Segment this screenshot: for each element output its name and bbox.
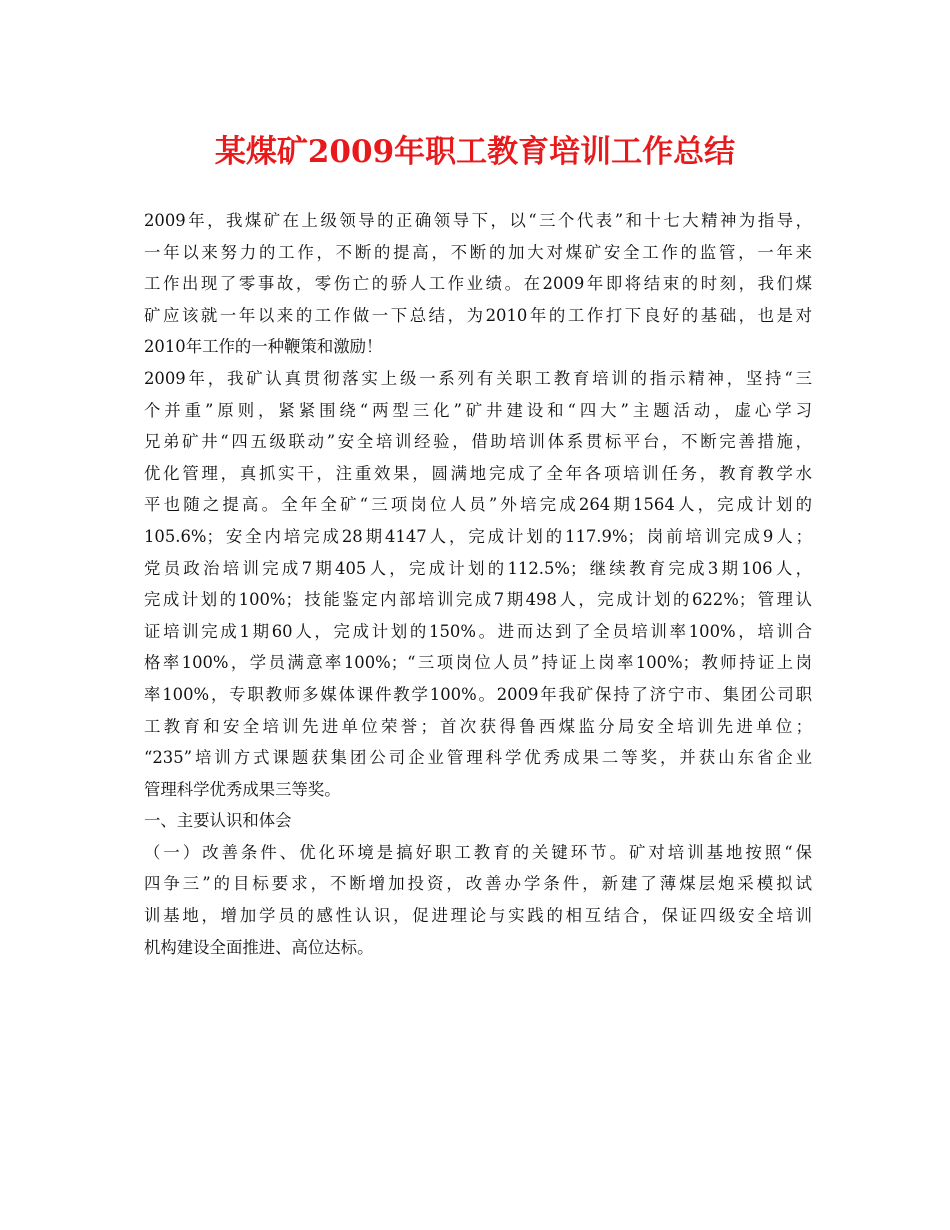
document-body (144, 205, 812, 963)
text-line: 率100%，专职教师多媒体课件教学100%。2009年我矿保持了济宁市、集团公司职 (144, 684, 812, 704)
text-line: 优化管理，真抓实干，注重效果，圆满地完成了全年各项培训任务，教育教学水 (144, 463, 812, 483)
text-line: 机构建设全面推进、高位达标。 (144, 937, 374, 957)
text-line: 格率100%，学员满意率100%；“三项岗位人员”持证上岗率100%；教师持证上岗 (144, 653, 812, 673)
text-line: 工教育和安全培训先进单位荣誉；首次获得鲁西煤监分局安全培训先进单位； (144, 716, 812, 736)
text-line: 一年以来努力的工作，不断的提高，不断的加大对煤矿安全工作的监管，一年来 (144, 242, 812, 262)
text-line: 2009年，我煤矿在上级领导的正确领导下，以“三个代表”和十七大精神为指导， (144, 211, 812, 230)
text-line: 完成计划的100%；技能鉴定内部培训完成7期498人，完成计划的622%；管理认 (144, 590, 812, 610)
text-line: 管理科学优秀成果三等奖。 (144, 779, 341, 799)
text-line: （一）改善条件、优化环境是搞好职工教育的关键环节。矿对培训基地按照“保 (144, 842, 812, 862)
text-line: 个并重”原则，紧紧围绕“两型三化”矿井建设和“四大”主题活动，虚心学习 (144, 400, 812, 420)
text-line: 平也随之提高。全年全矿“三项岗位人员”外培完成264期1564人，完成计划的 (144, 495, 812, 515)
text-line: 2010年工作的一种鞭策和激励！ (144, 337, 383, 357)
text-line: 2009年，我矿认真贯彻落实上级一系列有关职工教育培训的指示精神，坚持“三 (144, 368, 812, 388)
text-line: 矿应该就一年以来的工作做一下总结，为2010年的工作打下良好的基础，也是对 (144, 305, 812, 325)
text-line: 105.6%；安全内培完成28期4147人，完成计划的117.9%；岗前培训完成9人； (144, 526, 812, 546)
text-line: 证培训完成1期60人，完成计划的150%。进而达到了全员培训率100%，培训合 (144, 621, 812, 641)
text-line: “235”培训方式课题获集团公司企业管理科学优秀成果二等奖，并获山东省企业 (144, 748, 812, 768)
text-line: 工作出现了零事故，零伤亡的骄人工作业绩。在2009年即将结束的时刻，我们煤 (144, 274, 812, 294)
text-line: 四争三”的目标要求，不断增加投资，改善办学条件，新建了薄煤层炮采模拟试 (144, 874, 812, 894)
text-line: 兄弟矿井“四五级联动”安全培训经验，借助培训体系贯标平台，不断完善措施， (144, 432, 812, 452)
text-line: 训基地，增加学员的感性认识，促进理论与实践的相互结合，保证四级安全培训 (144, 906, 812, 926)
text-line: 党员政治培训完成7期405人，完成计划的112.5%；继续教育完成3期106人， (144, 558, 812, 578)
document-title: 某煤矿2009年职工教育培训工作总结 (214, 134, 736, 170)
text-line: 一、主要认识和体会 (144, 811, 292, 831)
